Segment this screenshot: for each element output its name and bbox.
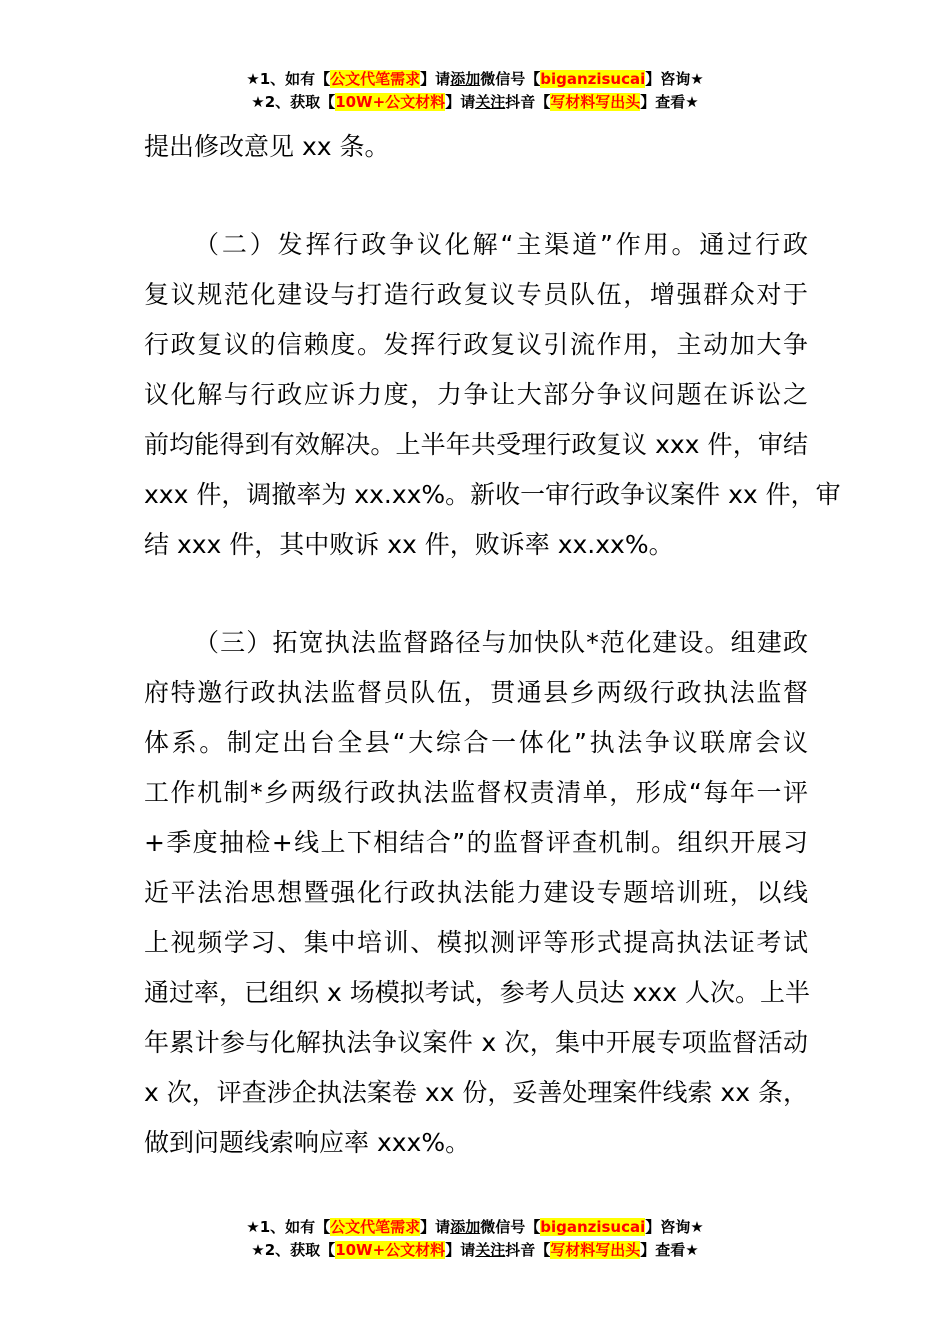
banner-text: 】请 <box>420 1218 451 1236</box>
highlight-douyin-account: 写材料写出头 <box>550 93 641 111</box>
paragraph-line: （三）拓宽执法监督路径与加快队*范化建设。组建政 <box>194 628 808 657</box>
paragraph-line: 通过率，已组织 x 场模拟考试，参考人员达 xxx 人次。上半 <box>144 978 810 1007</box>
paragraph-line: 府特邀行政执法监督员队伍，贯通县乡两级行政执法监督 <box>144 678 808 707</box>
banner-underlined-text: 关注 <box>475 93 506 111</box>
banner-line-1 <box>0 1216 950 1239</box>
banner-underlined-text: 关注 <box>475 1241 506 1259</box>
banner-text: ★2、获取【 <box>251 93 336 111</box>
banner-text: 】请 <box>420 70 451 88</box>
paragraph-line: 结 xxx 件，其中败诉 xx 件，败诉率 xx.xx%。 <box>144 530 674 559</box>
banner-line-1 <box>0 68 950 91</box>
banner-underlined-text: 添加 <box>450 1218 481 1236</box>
banner-line-2 <box>0 1239 950 1262</box>
banner-text: ★2、获取【 <box>251 1241 336 1259</box>
paragraph-line: （二）发挥行政争议化解“主渠道”作用。通过行政 <box>194 230 808 259</box>
section-2-paragraph <box>144 220 841 570</box>
paragraph-line: 年累计参与化解执法争议案件 x 次，集中开展专项监督活动 <box>144 1028 808 1057</box>
highlight-wechat-id: biganzisucai <box>540 1218 646 1236</box>
banner-text: 】请 <box>445 1241 476 1259</box>
highlight-materials: 10W+公文材料 <box>335 1241 446 1259</box>
banner-text: 抖音【 <box>505 93 551 111</box>
paragraph-line: +季度抽检+线上下相结合”的监督评查机制。组织开展习 <box>144 828 808 857</box>
paragraph-line: 工作机制*乡两级行政执法监督权责清单，形成“每年一评 <box>144 778 808 807</box>
banner-text: 微信号【 <box>480 70 541 88</box>
highlight-wechat-id: biganzisucai <box>540 70 646 88</box>
paragraph-line: x 次，评查涉企执法案卷 xx 份，妥善处理案件线索 xx 条， <box>144 1078 808 1107</box>
paragraph-line: 提出修改意见 xx 条。 <box>144 132 390 161</box>
highlight-ghostwriting: 公文代笔需求 <box>330 1218 421 1236</box>
paragraph-line: 上视频学习、集中培训、模拟测评等形式提高执法证考试 <box>144 928 808 957</box>
banner-text: 】咨询★ <box>645 1218 704 1236</box>
header-banner <box>0 68 950 114</box>
paragraph-line: 议化解与行政应诉力度，力争让大部分争议问题在诉讼之 <box>144 380 808 409</box>
banner-line-2 <box>0 91 950 114</box>
banner-text: 】查看★ <box>640 1241 699 1259</box>
section-3-paragraph <box>144 618 808 1168</box>
banner-text: 】查看★ <box>640 93 699 111</box>
highlight-ghostwriting: 公文代笔需求 <box>330 70 421 88</box>
paragraph-line: xxx 件，调撤率为 xx.xx%。新收一审行政争议案件 xx 件，审 <box>144 480 841 509</box>
highlight-douyin-account: 写材料写出头 <box>550 1241 641 1259</box>
paragraph-line: 做到问题线索响应率 xxx%。 <box>144 1128 471 1157</box>
paragraph-line: 体系。制定出台全县“大综合一体化”执法争议联席会议 <box>144 728 808 757</box>
banner-underlined-text: 添加 <box>450 70 481 88</box>
banner-text: 】咨询★ <box>645 70 704 88</box>
highlight-materials: 10W+公文材料 <box>335 93 446 111</box>
banner-text: ★1、如有【 <box>246 1218 331 1236</box>
banner-text: 微信号【 <box>480 1218 541 1236</box>
footer-banner <box>0 1216 950 1262</box>
banner-text: 】请 <box>445 93 476 111</box>
paragraph-line: 前均能得到有效解决。上半年共受理行政复议 xxx 件，审结 <box>144 430 808 459</box>
paragraph-line: 复议规范化建设与打造行政复议专员队伍，增强群众对于 <box>144 280 808 309</box>
continuation-paragraph <box>144 122 808 172</box>
banner-text: 抖音【 <box>505 1241 551 1259</box>
banner-text: ★1、如有【 <box>246 70 331 88</box>
paragraph-line: 近平法治思想暨强化行政执法能力建设专题培训班，以线 <box>144 878 808 907</box>
paragraph-line: 行政复议的信赖度。发挥行政复议引流作用，主动加大争 <box>144 330 808 359</box>
